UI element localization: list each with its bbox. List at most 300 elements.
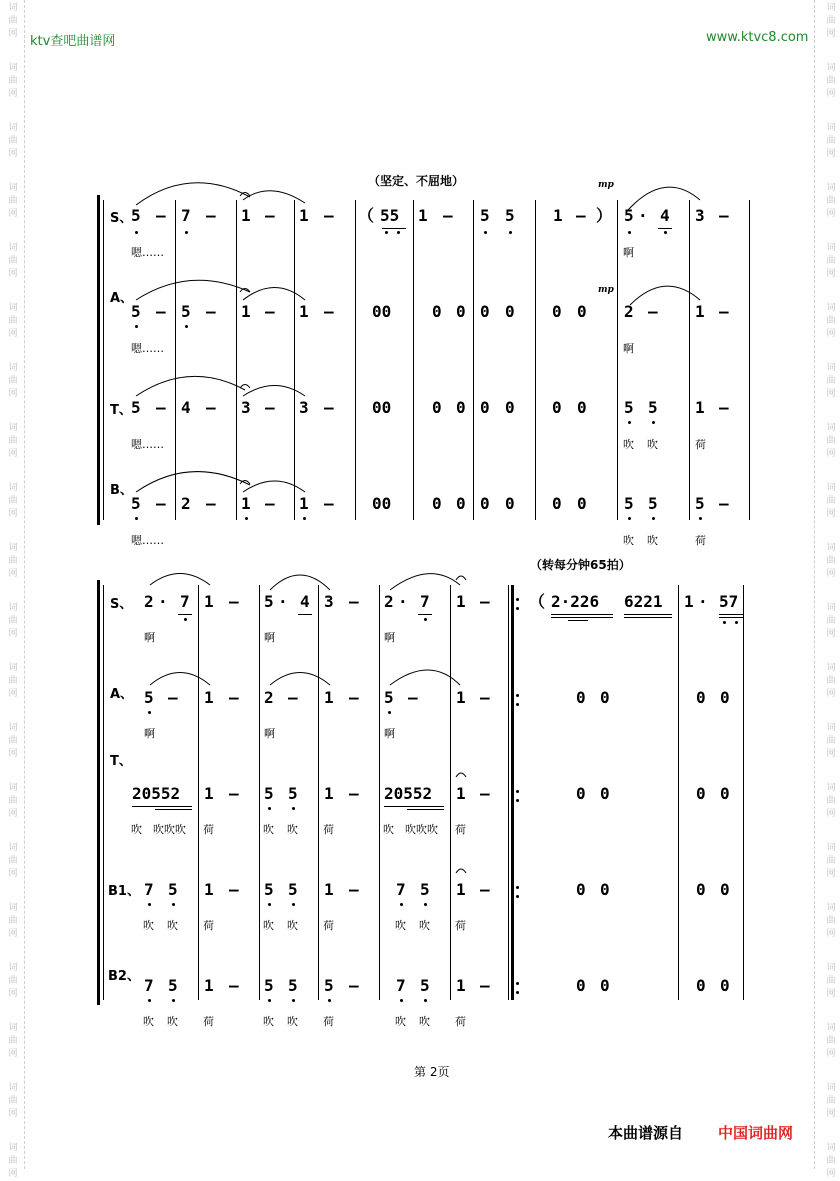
note: – [324, 398, 334, 417]
note: 55 [380, 206, 400, 225]
lyric: 吹 [287, 823, 298, 836]
note: – [349, 784, 359, 803]
watermark-glyph: 网 [826, 149, 836, 159]
note: 5 [131, 398, 141, 417]
watermark-glyph: 词 [8, 1083, 18, 1093]
watermark-glyph: 网 [826, 269, 836, 279]
part-label-tenor: T、 [110, 754, 132, 769]
slur-arc [150, 673, 210, 686]
underline [551, 617, 613, 618]
note: 0 [432, 398, 442, 417]
note: 1 [456, 880, 466, 899]
note: – [443, 206, 453, 225]
note: 6221 [624, 592, 663, 611]
watermark-glyph: 网 [8, 509, 18, 519]
fermata-arc [456, 869, 466, 873]
note: · [278, 592, 288, 611]
slur-arc [136, 376, 245, 396]
part-label-soprano: S、 [110, 211, 133, 226]
lyric: 吹 [395, 1015, 406, 1028]
low-dot [424, 618, 427, 621]
watermark-glyph: 曲 [8, 1096, 18, 1106]
watermark-glyph: 曲 [8, 1036, 18, 1046]
note: 1 [299, 206, 309, 225]
slur-arc [270, 673, 330, 686]
watermark-glyph: 网 [826, 449, 836, 459]
lyric: 嗯…… [131, 438, 164, 451]
lyric: 吹 [383, 823, 394, 836]
watermark-glyph: 词 [8, 603, 18, 613]
low-dot [268, 807, 271, 810]
low-dot [400, 903, 403, 906]
lyric: 荷 [323, 823, 334, 836]
lyric: 荷 [455, 1015, 466, 1028]
watermark-glyph: 词 [826, 423, 836, 433]
part-label-tenor: T、 [110, 403, 132, 418]
watermark-glyph: 词 [826, 663, 836, 673]
lyric: 啊 [623, 246, 634, 259]
lyric: 吹 [131, 823, 142, 836]
watermark-glyph: 曲 [826, 496, 836, 506]
watermark-glyph: 词 [826, 483, 836, 493]
lyric: 荷 [203, 919, 214, 932]
note: 5 [420, 976, 430, 995]
lyric: 吹 [287, 1015, 298, 1028]
note: – [719, 206, 729, 225]
note: 1 [324, 688, 334, 707]
watermark-glyph: 曲 [826, 796, 836, 806]
note: 5 [624, 398, 634, 417]
lyric: 吹 [395, 919, 406, 932]
note: 0 [577, 494, 587, 513]
watermark-glyph: 曲 [826, 556, 836, 566]
note: 0 [576, 880, 586, 899]
lyric: 吹 [647, 534, 658, 547]
note: 5 [624, 206, 634, 225]
note: 2 [384, 592, 394, 611]
note: 4 [660, 206, 670, 225]
lyric: 吹 [647, 438, 658, 451]
note: – [206, 206, 216, 225]
lyric: 荷 [203, 823, 214, 836]
note: 5 [144, 688, 154, 707]
watermark-glyph: 曲 [826, 16, 836, 26]
header-site-url[interactable]: www.ktvc8.com [706, 30, 809, 45]
watermark-glyph: 网 [8, 449, 18, 459]
note: 1 [241, 494, 251, 513]
note: – [229, 688, 239, 707]
watermark-glyph: 曲 [826, 976, 836, 986]
note: – [408, 688, 418, 707]
watermark-glyph: 网 [8, 749, 18, 759]
watermark-glyph: 曲 [826, 736, 836, 746]
note: 1 [241, 302, 251, 321]
watermark-glyph: 网 [826, 689, 836, 699]
lyric: 吹 [263, 1015, 274, 1028]
note: – [719, 398, 729, 417]
barline [535, 200, 536, 520]
watermark-glyph: 网 [826, 329, 836, 339]
watermark-glyph: 网 [8, 389, 18, 399]
note: 3 [299, 398, 309, 417]
note: 5 [168, 976, 178, 995]
note: – [324, 206, 334, 225]
low-dot [268, 903, 271, 906]
lyric: 荷 [695, 438, 706, 451]
low-dot [172, 999, 175, 1002]
note: 5 [131, 302, 141, 321]
watermark-glyph: 曲 [8, 556, 18, 566]
underline [568, 620, 588, 621]
tie-arc [243, 386, 305, 397]
note: 0 [696, 880, 706, 899]
note: 0 [720, 976, 730, 995]
watermark-glyph: 曲 [8, 676, 18, 686]
low-dot [424, 999, 427, 1002]
watermark-glyph: 网 [826, 509, 836, 519]
low-dot [723, 621, 726, 624]
note: – [480, 592, 490, 611]
barline [198, 585, 199, 1000]
watermark-glyph: 词 [826, 243, 836, 253]
low-dot [628, 231, 631, 234]
lyric: 啊 [144, 727, 155, 740]
watermark-glyph: 网 [826, 569, 836, 579]
note: 57 [719, 592, 739, 611]
note: 5 [288, 784, 298, 803]
barline [355, 200, 356, 520]
note: 0 [552, 494, 562, 513]
watermark-glyph: 词 [8, 903, 18, 913]
watermark-glyph: 词 [8, 783, 18, 793]
lyric: 吹吹吹 [153, 823, 186, 836]
watermark-glyph: 网 [826, 989, 836, 999]
low-dot [699, 517, 702, 520]
watermark-glyph: 网 [8, 989, 18, 999]
slur-arc [136, 183, 250, 205]
note: 5 [324, 976, 334, 995]
low-dot [509, 231, 512, 234]
watermark-glyph: 网 [826, 749, 836, 759]
watermark-glyph: 网 [826, 209, 836, 219]
lyric: 嗯…… [131, 246, 164, 259]
dynamic-marking: mp [598, 180, 614, 190]
watermark-glyph: 网 [8, 569, 18, 579]
low-dot [148, 903, 151, 906]
page-number: 第 2页 [414, 1065, 450, 1079]
note: 1 [695, 302, 705, 321]
underline [719, 617, 743, 618]
watermark-glyph: 词 [8, 1143, 18, 1153]
note: 0 [432, 494, 442, 513]
note: 0 [576, 784, 586, 803]
note: – [324, 494, 334, 513]
note: 5 [264, 784, 274, 803]
watermark-glyph: 曲 [826, 256, 836, 266]
watermark-glyph: 词 [8, 963, 18, 973]
note: 0 [552, 398, 562, 417]
note: 1 [204, 688, 214, 707]
watermark-glyph: 网 [826, 1169, 836, 1179]
slur-arc [136, 472, 250, 492]
note: – [156, 398, 166, 417]
note: – [324, 302, 334, 321]
repeat-dot [516, 703, 519, 706]
barline [236, 200, 237, 520]
barline [318, 585, 319, 1000]
lyric: 嗯…… [131, 342, 164, 355]
note: 0 [480, 302, 490, 321]
note: 0 [576, 976, 586, 995]
watermark-glyph: 网 [8, 329, 18, 339]
watermark-glyph: 词 [826, 3, 836, 13]
note: 1 [684, 592, 694, 611]
low-dot [185, 325, 188, 328]
fermata-arc [456, 576, 466, 580]
system-line [103, 200, 104, 520]
note: 7 [144, 880, 154, 899]
watermark-glyph: 曲 [826, 916, 836, 926]
watermark-glyph: 词 [826, 1143, 836, 1153]
note: – [265, 302, 275, 321]
note: 0 [456, 302, 466, 321]
slur-arc [136, 280, 250, 300]
watermark-glyph: 词 [8, 63, 18, 73]
watermark-glyph: 曲 [826, 76, 836, 86]
watermark-glyph: 网 [826, 1109, 836, 1119]
note: 1 [241, 206, 251, 225]
part-label-soprano: S、 [110, 597, 133, 612]
watermark-glyph: 词 [8, 1023, 18, 1033]
note: 2 [264, 688, 274, 707]
lyric: 吹 [263, 919, 274, 932]
tempo-marking-1: （坚定、不屈地） [368, 174, 465, 188]
lyric: 吹 [167, 1015, 178, 1028]
barline [678, 585, 679, 1000]
watermark-glyph: 网 [8, 929, 18, 939]
repeat-dot [516, 694, 519, 697]
note: 20552 [132, 784, 181, 803]
note: 7 [396, 976, 406, 995]
watermark-glyph: 词 [8, 303, 18, 313]
note: 1 [456, 592, 466, 611]
note: – [229, 784, 239, 803]
watermark-glyph: 词 [826, 183, 836, 193]
lyric: 啊 [384, 631, 395, 644]
note: 3 [241, 398, 251, 417]
note: 1 [324, 784, 334, 803]
note: 5 [420, 880, 430, 899]
lyric: 荷 [695, 534, 706, 547]
watermark-glyph: 网 [8, 89, 18, 99]
note: – [576, 206, 586, 225]
low-dot [735, 621, 738, 624]
watermark-glyph: 网 [826, 389, 836, 399]
part-label-bass: B、 [110, 483, 133, 498]
note: 7 [181, 206, 191, 225]
low-dot [135, 517, 138, 520]
system-bracket [97, 580, 100, 1005]
note: 0 [480, 494, 490, 513]
lyric: 荷 [455, 919, 466, 932]
low-dot [397, 231, 400, 234]
note: – [288, 688, 298, 707]
footer-source-site[interactable]: 中国词曲网 [718, 1124, 794, 1142]
lyric: 吹 [143, 1015, 154, 1028]
note: – [156, 206, 166, 225]
note: 0 [505, 494, 515, 513]
system-bracket [97, 195, 100, 525]
note: 0 [600, 976, 610, 995]
note: 5 [131, 494, 141, 513]
lyric: 吹 [623, 534, 634, 547]
lyric: 荷 [323, 1015, 334, 1028]
watermark-glyph: 词 [826, 783, 836, 793]
note: 4 [300, 592, 310, 611]
part-label-alto: A、 [110, 687, 134, 702]
underline [624, 614, 672, 615]
note: 5 [695, 494, 705, 513]
barline [508, 585, 509, 1000]
dynamic-marking: mp [598, 285, 614, 295]
barline [259, 585, 260, 1000]
watermark-glyph: 曲 [8, 16, 18, 26]
note: 0 [576, 688, 586, 707]
low-dot [185, 231, 188, 234]
underline [551, 614, 613, 615]
watermark-glyph: 曲 [8, 136, 18, 146]
note: 0 [505, 398, 515, 417]
note: – [480, 880, 490, 899]
barline [749, 200, 750, 520]
lyric: 吹 [419, 1015, 430, 1028]
lyric: 吹 [623, 438, 634, 451]
watermark-glyph: 网 [8, 29, 18, 39]
watermark-glyph: 曲 [826, 616, 836, 626]
note: 7 [180, 592, 190, 611]
note: 1 [456, 976, 466, 995]
watermark-glyph: 曲 [8, 1156, 18, 1166]
watermark-glyph: 词 [8, 3, 18, 13]
repeat-dot [516, 886, 519, 889]
note: – [265, 494, 275, 513]
note: （ [529, 592, 546, 611]
note: 0 [720, 880, 730, 899]
watermark-glyph: 词 [826, 843, 836, 853]
barline [175, 200, 176, 520]
note: 0 [456, 494, 466, 513]
watermark-glyph: 词 [8, 843, 18, 853]
watermark-glyph: 词 [8, 123, 18, 133]
low-dot [172, 903, 175, 906]
note: 5 [131, 206, 141, 225]
note: – [349, 592, 359, 611]
lyric: 荷 [203, 1015, 214, 1028]
low-dot [135, 325, 138, 328]
note: 4 [181, 398, 191, 417]
low-dot [268, 999, 271, 1002]
watermark-glyph: 词 [826, 303, 836, 313]
watermark-glyph: 曲 [826, 136, 836, 146]
watermark-glyph: 曲 [826, 1096, 836, 1106]
low-dot [328, 999, 331, 1002]
note: · [158, 592, 168, 611]
barline [379, 585, 380, 1000]
barline [743, 585, 744, 1000]
note: 1 [456, 784, 466, 803]
underline [418, 614, 432, 615]
watermark-glyph: 曲 [826, 376, 836, 386]
lyric: 吹吹吹 [405, 823, 438, 836]
note: 1 [456, 688, 466, 707]
note: 0 [552, 302, 562, 321]
note: 5 [505, 206, 515, 225]
note: – [156, 302, 166, 321]
note: · [638, 206, 648, 225]
watermark-glyph: 词 [826, 1023, 836, 1033]
repeat-dot [516, 598, 519, 601]
watermark-glyph: 曲 [8, 976, 18, 986]
low-dot [292, 807, 295, 810]
lyric: 啊 [384, 727, 395, 740]
note: – [719, 302, 729, 321]
note: 0 [696, 784, 706, 803]
note: – [156, 494, 166, 513]
note: – [349, 688, 359, 707]
note: – [349, 880, 359, 899]
note: 1 [418, 206, 428, 225]
note: – [349, 976, 359, 995]
note: 5 [264, 880, 274, 899]
underline [132, 806, 192, 807]
watermark-glyph: 曲 [8, 916, 18, 926]
watermark-glyph: 曲 [8, 796, 18, 806]
note: 0 [432, 302, 442, 321]
low-dot [628, 421, 631, 424]
low-dot [388, 711, 391, 714]
watermark-glyph: 词 [8, 183, 18, 193]
watermark-glyph: 曲 [826, 196, 836, 206]
watermark-glyph: 曲 [826, 316, 836, 326]
barline [450, 585, 451, 1000]
lyric: 吹 [263, 823, 274, 836]
slur-arc [150, 574, 210, 586]
header-site-name[interactable]: ktv查吧曲谱网 [30, 34, 116, 49]
watermark-glyph: 曲 [8, 436, 18, 446]
note: 0 [696, 688, 706, 707]
note: 00 [372, 302, 392, 321]
part-label-bass-2: B2、 [108, 969, 140, 984]
note: – [719, 494, 729, 513]
lyric: 嗯…… [131, 534, 164, 547]
note: – [480, 688, 490, 707]
note: 5 [181, 302, 191, 321]
note: – [229, 976, 239, 995]
low-dot [292, 903, 295, 906]
note: 20552 [384, 784, 433, 803]
note: 5 [648, 398, 658, 417]
note: · [398, 592, 408, 611]
watermark-glyph: 曲 [8, 316, 18, 326]
note: 1 [204, 976, 214, 995]
note: 0 [720, 784, 730, 803]
fermata-arc [456, 773, 466, 777]
underline [298, 614, 312, 615]
note: 5 [624, 494, 634, 513]
watermark-glyph: 曲 [826, 676, 836, 686]
slur-arc [270, 575, 330, 590]
watermark-glyph: 曲 [8, 76, 18, 86]
